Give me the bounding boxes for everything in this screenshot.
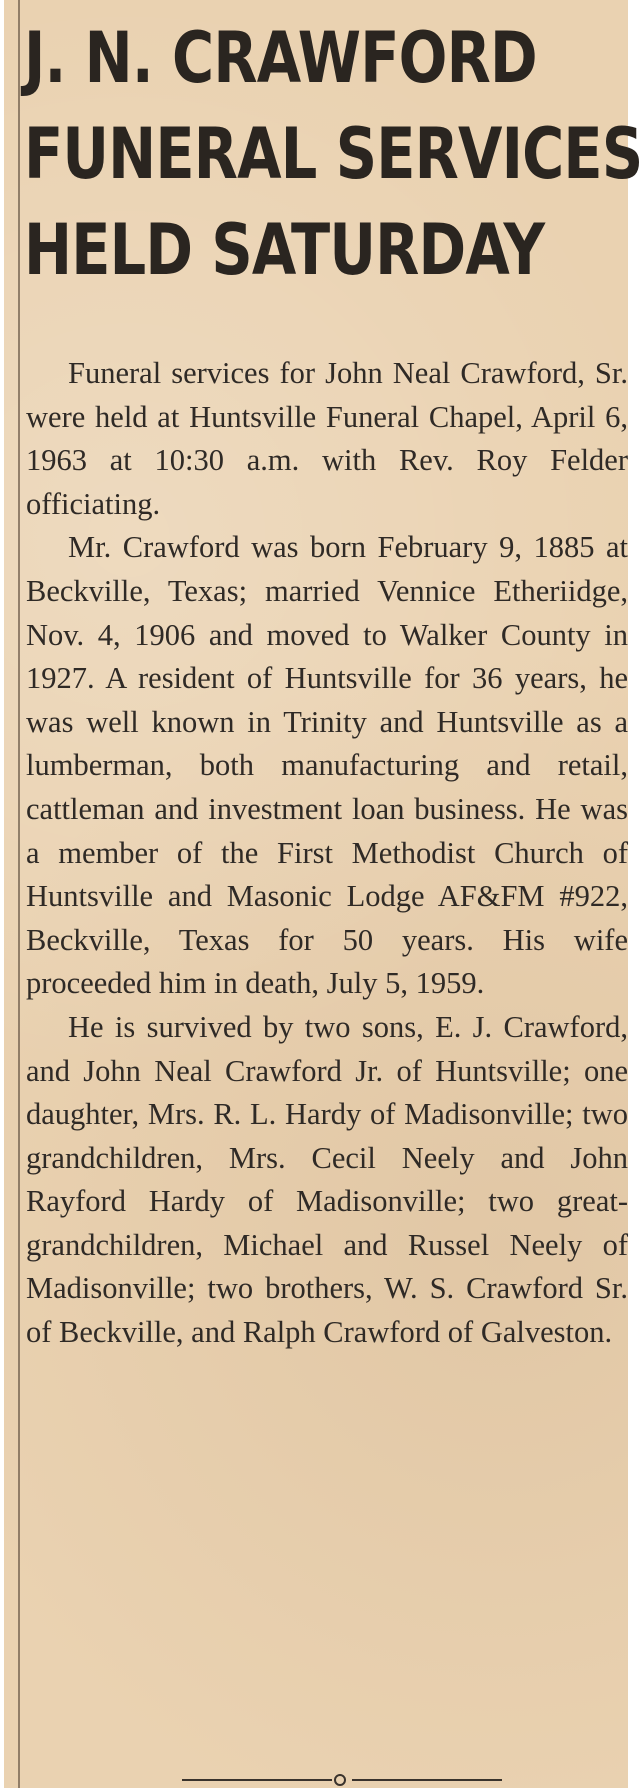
column-rule xyxy=(18,0,20,1788)
headline-line-3: HELD SATURDAY xyxy=(24,209,545,291)
headline xyxy=(24,10,642,298)
headline-line-1: J. N. CRAWFORD xyxy=(24,17,537,99)
headline-line-2: FUNERAL SERVICES xyxy=(24,113,642,195)
end-of-article-rule xyxy=(182,1774,502,1788)
newspaper-clipping xyxy=(4,0,642,1788)
end-rule-ornament xyxy=(334,1774,346,1786)
end-rule-right xyxy=(352,1779,502,1781)
end-rule-left xyxy=(182,1779,332,1781)
article-body xyxy=(26,352,628,1355)
paragraph-survivors: He is survived by two sons, E. J. Crawford, and John Neal Crawford Jr. of Huntsville; one daughter, Mrs. R. L. Hardy of Madisonville; two grandchildren, Mrs. Cecil Neely and John Rayford Hardy of Madisonville; two great-grandchildren, Michael and Russel Neely of Madisonville; two brothers, W. S. Crawford Sr. of Beckville, and Ralph Crawford of Galveston. xyxy=(26,1009,628,1350)
paragraph-biography: Mr. Crawford was born February 9, 1885 at Beckville, Texas; married Vennice Etheriidge, Nov. 4, 1906 and moved to Walker County in 1927. A resident of Huntsville for 36 years, he was well known in Trinity and Huntsville as a lumberman, both manufacturing and retail, cattleman and investment loan business. He was a member of the First Methodist Church of Huntsville and Masonic Lodge AF&FM #922, Beckville, Texas for 50 years. His wife proceeded him in death, July 5, 1959. xyxy=(26,530,628,1001)
paragraph-services: Funeral services for John Neal Crawford, Sr. were held at Huntsville Funeral Chapel, April 6, 1963 at 10:30 a.m. with Rev. Roy Felder officiating. xyxy=(26,356,628,521)
